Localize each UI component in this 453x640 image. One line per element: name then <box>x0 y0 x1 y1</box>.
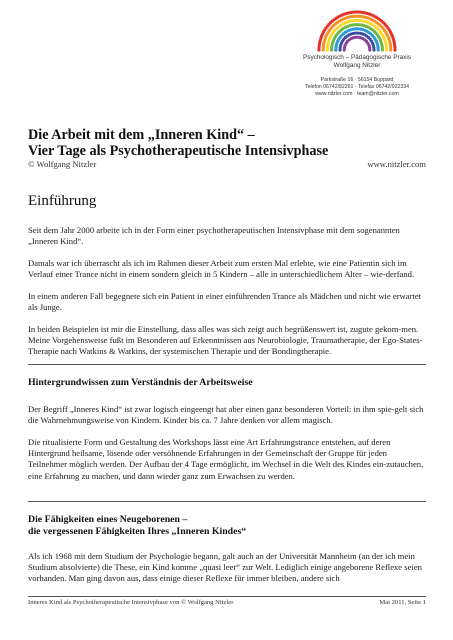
subheading-newborn-line-1: Die Fähigkeiten eines Neugeborenen – <box>28 514 188 525</box>
rainbow-dot <box>381 48 384 51</box>
rainbow-logo-icon <box>315 8 399 52</box>
practice-owner: Wolfgang Nitzler <box>333 62 381 69</box>
author: © Wolfgang Nitzler <box>28 159 97 169</box>
practice-web: www.nitzler.com · team@nitzler.com <box>315 91 399 97</box>
rainbow-dot <box>368 48 371 51</box>
subheading-background: Hintergrundwissen zum Verständnis der Arbeitsweise <box>28 377 253 388</box>
subheading-newborn-line-2: die vergessenen Fähigkeiten Ihres „Inneren Kindes“ <box>28 526 247 537</box>
rainbow-dot <box>393 48 396 51</box>
paragraph-6: Die ritualisierte Form und Gestaltung des Workshops lässt eine Art Erfahrungstrance entstehen, auf deren Hintergrund heilsame, lösende oder versöhnende Erfahrungen in der Gemeinschaft der Gruppe für jeden Teilnehmer möglich werden. Der Aufbau der 4 Tage ermöglicht, im Wechsel in die Welt des Kindes ein-zutauchen, eine Erfahrung zu machen, und dann wieder ganz zum Erwachsen zu werden. <box>28 437 424 481</box>
footer-page-number: Mai 2011, Seite 1 <box>379 599 426 606</box>
website-link[interactable]: www.nitzler.com <box>367 159 426 169</box>
document-title <box>28 127 428 159</box>
title-line-1: Die Arbeit mit dem „Inneren Kind“ – <box>28 127 255 143</box>
practice-address: Parkstraße 16 · 56154 Boppard <box>320 77 394 83</box>
rainbow-dot <box>389 48 392 51</box>
practice-phone: Telefon 06742/82261 · Telefax 06742/922334 <box>304 84 410 90</box>
byline <box>28 159 426 169</box>
title-line-2: Vier Tage als Psychotherapeutische Intensivphase <box>28 143 329 159</box>
footer-rule <box>28 596 426 597</box>
section-heading: Einführung <box>28 193 97 209</box>
rainbow-dot <box>385 48 388 51</box>
paragraph-5: Der Begriff „Inneres Kind“ ist zwar logisch eingeengt hat aber einen ganz besonderen Vorteil: in ihm spie-gelt sich die Wahrnehmungsweise von Kindern. Kinder bis ca. 7 Jahre denken vor allem magisch. <box>28 404 424 426</box>
paragraph-2: Damals war ich überrascht als ich im Rahmen dieser Arbeit zum ersten Mal erlebte, wie eine Patientin sich im Verlauf einer Trance nicht in einem sondern gleich in 5 Kindern – alle in unterschiedlichem Alter – wie-derfand. <box>28 258 415 280</box>
page-footer <box>28 599 426 607</box>
footer-left: Inneres Kind als Psychotherapeutische Intensivphase von © Wolfgang Nitzler <box>28 599 234 606</box>
paragraph-3: In einem anderen Fall begegnete sich ein Patient in einer einführenden Trance als Mädchen und nicht wie erwartet als Junge. <box>28 291 422 313</box>
letterhead <box>282 8 432 98</box>
divider-1 <box>28 364 426 365</box>
subheading-newborn <box>28 514 426 538</box>
paragraph-1: Seit dem Jahr 2000 arbeite ich in der Form einer psychotherapeutischen Intensivphase mit dem sogenannten „Inneren Kind“. <box>28 225 400 247</box>
divider-2 <box>28 501 426 502</box>
paragraph-7: Als ich 1968 mit dem Studium der Psychologie begann, galt auch an der Universität Mannheim (an der ich mein Studium absolvierte) die These, ein Kind komme „quasi leer“ zur Welt. Lediglich einige angeborene Reflexe seien vorhanden. Man ging davon aus, dass einige dieser Reflexe für immer bleiben, andere sich <box>28 551 422 584</box>
rainbow-dot <box>372 48 375 51</box>
practice-name: Psychologisch – Pädagogische Praxis <box>303 54 411 61</box>
rainbow-dot <box>377 48 380 51</box>
paragraph-4: In beiden Beispielen ist mir die Einstellung, dass alles was sich zeigt auch begrüßenswert ist, zugute gekom-men. Meine Vorgehensweise fußt im Besonderen auf Erkenntnissen aus Neurobiologie, Traumatherapie, der Ego-States-Therapie nach Watkins & Watkins, der systemischen Therapie und der Bondingtherapie. <box>28 324 423 357</box>
